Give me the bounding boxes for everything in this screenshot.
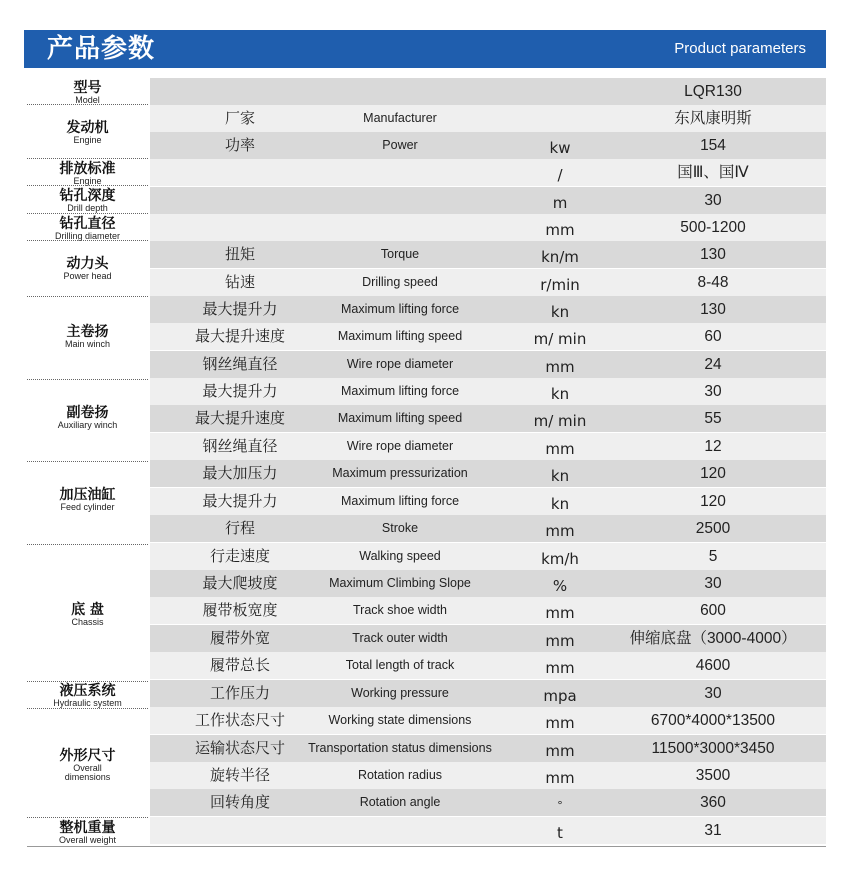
param-value: 8-48 [697, 274, 729, 291]
param-name-cn: 运输状态尺寸 [194, 739, 285, 757]
param-value: 伸缩底盘（3000-4000） [629, 630, 797, 647]
group-label-en: Engine [73, 176, 102, 186]
group-label-en: Chassis [71, 617, 104, 627]
param-name-en: Track shoe width [352, 603, 448, 617]
param-name-cn: 最大加压力 [202, 464, 278, 482]
separator [27, 296, 148, 297]
group-hydraulic-system [27, 684, 148, 708]
table-row [150, 488, 826, 515]
separator [27, 104, 148, 105]
param-value: 30 [704, 383, 722, 400]
param-name-en: Drilling speed [362, 275, 438, 289]
param-value: 60 [704, 328, 722, 345]
group-label-en: Overall [73, 763, 102, 773]
param-unit: mm [545, 440, 575, 458]
param-name-en: Working state dimensions [328, 713, 472, 727]
param-unit: mm [545, 604, 575, 622]
param-name-en: Power [382, 138, 418, 152]
table-bottom-rule [27, 846, 826, 847]
group-label-en: Overall weight [58, 835, 117, 845]
table-row [150, 789, 826, 816]
param-unit [520, 108, 600, 135]
param-unit: t [557, 824, 563, 842]
group-label-cn: 外形尺寸 [59, 748, 116, 764]
param-unit: mm [545, 714, 575, 732]
group-label-en: Model [75, 95, 100, 105]
param-name-en: Maximum lifting force [340, 384, 460, 398]
table-row [150, 735, 826, 762]
param-unit: kn [550, 467, 570, 485]
param-value: 30 [704, 575, 722, 592]
group-label-en: Drilling diameter [54, 231, 121, 241]
separator [27, 379, 148, 380]
separator [27, 708, 148, 709]
param-name-cn: 工作压力 [209, 684, 270, 702]
param-name-cn: 最大提升速度 [194, 409, 285, 427]
param-unit: mm [545, 632, 575, 650]
table-row [150, 515, 826, 542]
param-unit: m/ min [533, 330, 587, 348]
param-name-cn: 最大爬坡度 [202, 574, 278, 592]
group-label-en: Engine [73, 135, 102, 145]
table-row [150, 378, 826, 405]
param-name-cn: 厂家 [224, 109, 255, 127]
table-row [150, 132, 826, 159]
group-overall-dimensions [27, 749, 148, 782]
table-row [150, 323, 826, 350]
table-row [150, 351, 826, 378]
group-label-en: Drill depth [67, 203, 108, 213]
param-value: 360 [700, 794, 726, 811]
param-value: 120 [700, 493, 726, 510]
param-unit: ° [557, 799, 563, 812]
param-name-en [300, 78, 500, 105]
param-name-en: Working pressure [351, 686, 449, 700]
param-name-cn: 履带板宽度 [202, 601, 278, 619]
param-value: 6700*4000*13500 [650, 712, 776, 729]
group-label-en: Auxiliary winch [57, 420, 118, 430]
param-name-en: Track outer width [352, 631, 448, 645]
group-label-cn: 整机重量 [59, 820, 116, 836]
header-bar [24, 30, 826, 68]
group-power-head [27, 257, 148, 281]
param-name-en: Rotation radius [357, 768, 443, 782]
param-name-cn: 最大提升力 [202, 382, 278, 400]
param-value: 154 [700, 137, 726, 154]
param-value: 30 [704, 192, 722, 209]
param-name-cn: 最大提升力 [202, 300, 278, 318]
group-model [27, 81, 148, 105]
param-value: 2500 [695, 520, 731, 537]
param-name-en [300, 214, 500, 241]
group-label-cn: 钻孔直径 [59, 216, 116, 232]
param-name-cn: 钢丝绳直径 [202, 355, 278, 373]
param-name-en: Stroke [381, 521, 419, 535]
param-name-en: Maximum Climbing Slope [329, 576, 471, 590]
param-name-cn: 回转角度 [209, 793, 270, 811]
group-chassis [27, 603, 148, 627]
param-name-cn: 最大提升速度 [194, 327, 285, 345]
param-value: 4600 [695, 657, 731, 674]
param-name-cn: 工作状态尺寸 [194, 711, 285, 729]
param-unit: kn [550, 303, 570, 321]
separator [27, 213, 148, 214]
param-unit: mpa [543, 687, 577, 705]
table-row [150, 78, 826, 105]
group-label-cn: 型号 [73, 80, 102, 96]
group-label-cn: 钻孔深度 [59, 188, 116, 204]
param-value: 31 [704, 822, 722, 839]
group-auxiliary-winch [27, 406, 148, 430]
group-label-cn: 底 盘 [71, 602, 104, 618]
param-value: 24 [704, 356, 722, 373]
param-value: 12 [704, 438, 722, 455]
param-name-en: Manufacturer [363, 111, 437, 125]
param-name-cn: 旋转半径 [209, 766, 270, 784]
param-name-en: Transportation status dimensions [308, 741, 492, 755]
table-row [150, 460, 826, 487]
group-label-en: dimensions [64, 772, 111, 782]
param-name-en: Wire rope diameter [346, 357, 454, 371]
param-name-en: Wire rope diameter [346, 439, 454, 453]
table-row [150, 105, 826, 132]
param-value: 11500*3000*3450 [651, 740, 775, 757]
param-unit [520, 81, 600, 108]
table-row [150, 625, 826, 652]
param-name-en: Maximum lifting speed [337, 411, 463, 425]
param-unit: km/h [541, 550, 579, 568]
group-label-en: Feed cylinder [60, 502, 115, 512]
table-row [150, 269, 826, 296]
separator [27, 240, 148, 241]
param-name-en: Maximum lifting force [340, 494, 460, 508]
table-row [150, 543, 826, 570]
param-name-cn: 钢丝绳直径 [202, 437, 278, 455]
separator [27, 158, 148, 159]
param-unit: mm [545, 742, 575, 760]
param-unit: kn/m [541, 248, 579, 266]
param-value: 120 [700, 465, 726, 482]
table-row [150, 570, 826, 597]
separator [27, 681, 148, 682]
param-value: 55 [704, 410, 722, 427]
param-value: 国Ⅲ、国Ⅳ [677, 164, 749, 181]
group-label-cn: 副卷扬 [66, 405, 109, 421]
param-value: 东风康明斯 [674, 110, 752, 127]
param-unit: mm [545, 221, 575, 239]
separator [27, 461, 148, 462]
param-name-cn: 履带外宽 [209, 629, 270, 647]
group-label-cn: 主卷扬 [66, 324, 109, 340]
param-name-en: Rotation angle [359, 795, 441, 809]
param-value: LQR130 [684, 83, 742, 100]
group-main-winch [27, 325, 148, 349]
param-unit: % [552, 577, 568, 595]
param-unit: r/min [540, 276, 580, 294]
table-row [150, 159, 826, 186]
separator [27, 544, 148, 545]
page-subtitle: Product parameters [674, 40, 806, 57]
param-name-en: Maximum lifting force [340, 302, 460, 316]
group-label-en: Main winch [64, 339, 111, 349]
group-label-en: Hydraulic system [53, 698, 122, 708]
param-name-cn: 行走速度 [209, 547, 270, 565]
param-value: 600 [700, 602, 726, 619]
param-value: 5 [708, 548, 718, 565]
param-name-en: Walking speed [359, 549, 441, 563]
table-row [150, 405, 826, 432]
param-name-cn: 扭矩 [224, 245, 255, 263]
group-label-en: Power head [63, 271, 112, 281]
separator [27, 817, 148, 818]
table-row [150, 707, 826, 734]
param-unit: mm [545, 522, 575, 540]
param-name-cn: 履带总长 [209, 656, 270, 674]
param-name-en: Maximum pressurization [332, 466, 468, 480]
separator [27, 185, 148, 186]
table-row [150, 187, 826, 214]
table-row [150, 214, 826, 241]
group-label-cn: 液压系统 [59, 683, 116, 699]
param-name-en [300, 159, 500, 186]
param-unit: / [557, 166, 563, 184]
table-row [150, 652, 826, 679]
param-value: 30 [704, 685, 722, 702]
group-overall-weight [27, 821, 148, 845]
param-unit: m/ min [533, 412, 587, 430]
param-value: 3500 [695, 767, 731, 784]
param-unit: kn [550, 385, 570, 403]
param-unit: m [552, 194, 568, 212]
group-drill-depth [27, 189, 148, 213]
param-unit: mm [545, 358, 575, 376]
param-name-en [300, 817, 500, 844]
group-label-cn: 排放标准 [59, 161, 116, 177]
table-row [150, 241, 826, 268]
param-name-en: Maximum lifting speed [337, 329, 463, 343]
param-name-cn: 行程 [224, 519, 255, 537]
param-value: 130 [700, 246, 726, 263]
table-row [150, 433, 826, 460]
param-unit: kw [549, 139, 571, 157]
param-unit: mm [545, 659, 575, 677]
table-row [150, 597, 826, 624]
group-label-cn: 发动机 [66, 120, 109, 136]
param-unit: kn [550, 495, 570, 513]
table-row [150, 680, 826, 707]
group-feed-cylinder [27, 488, 148, 512]
group-label-cn: 加压油缸 [59, 487, 116, 503]
param-name-cn: 功率 [224, 136, 255, 154]
param-name-en: Torque [380, 247, 420, 261]
param-name-cn: 最大提升力 [202, 492, 278, 510]
param-name-en [300, 187, 500, 214]
table-row [150, 762, 826, 789]
group-emission [27, 162, 148, 186]
group-drill-diameter [27, 217, 148, 241]
group-label-cn: 动力头 [66, 256, 109, 272]
param-name-en: Total length of track [345, 658, 455, 672]
param-value: 130 [700, 301, 726, 318]
param-value: 500-1200 [680, 219, 746, 236]
group-engine [27, 121, 148, 145]
table-row [150, 817, 826, 844]
param-name-cn: 钻速 [224, 273, 255, 291]
param-unit: mm [545, 769, 575, 787]
page-title: 产品参数 [47, 34, 156, 64]
table-row [150, 296, 826, 323]
